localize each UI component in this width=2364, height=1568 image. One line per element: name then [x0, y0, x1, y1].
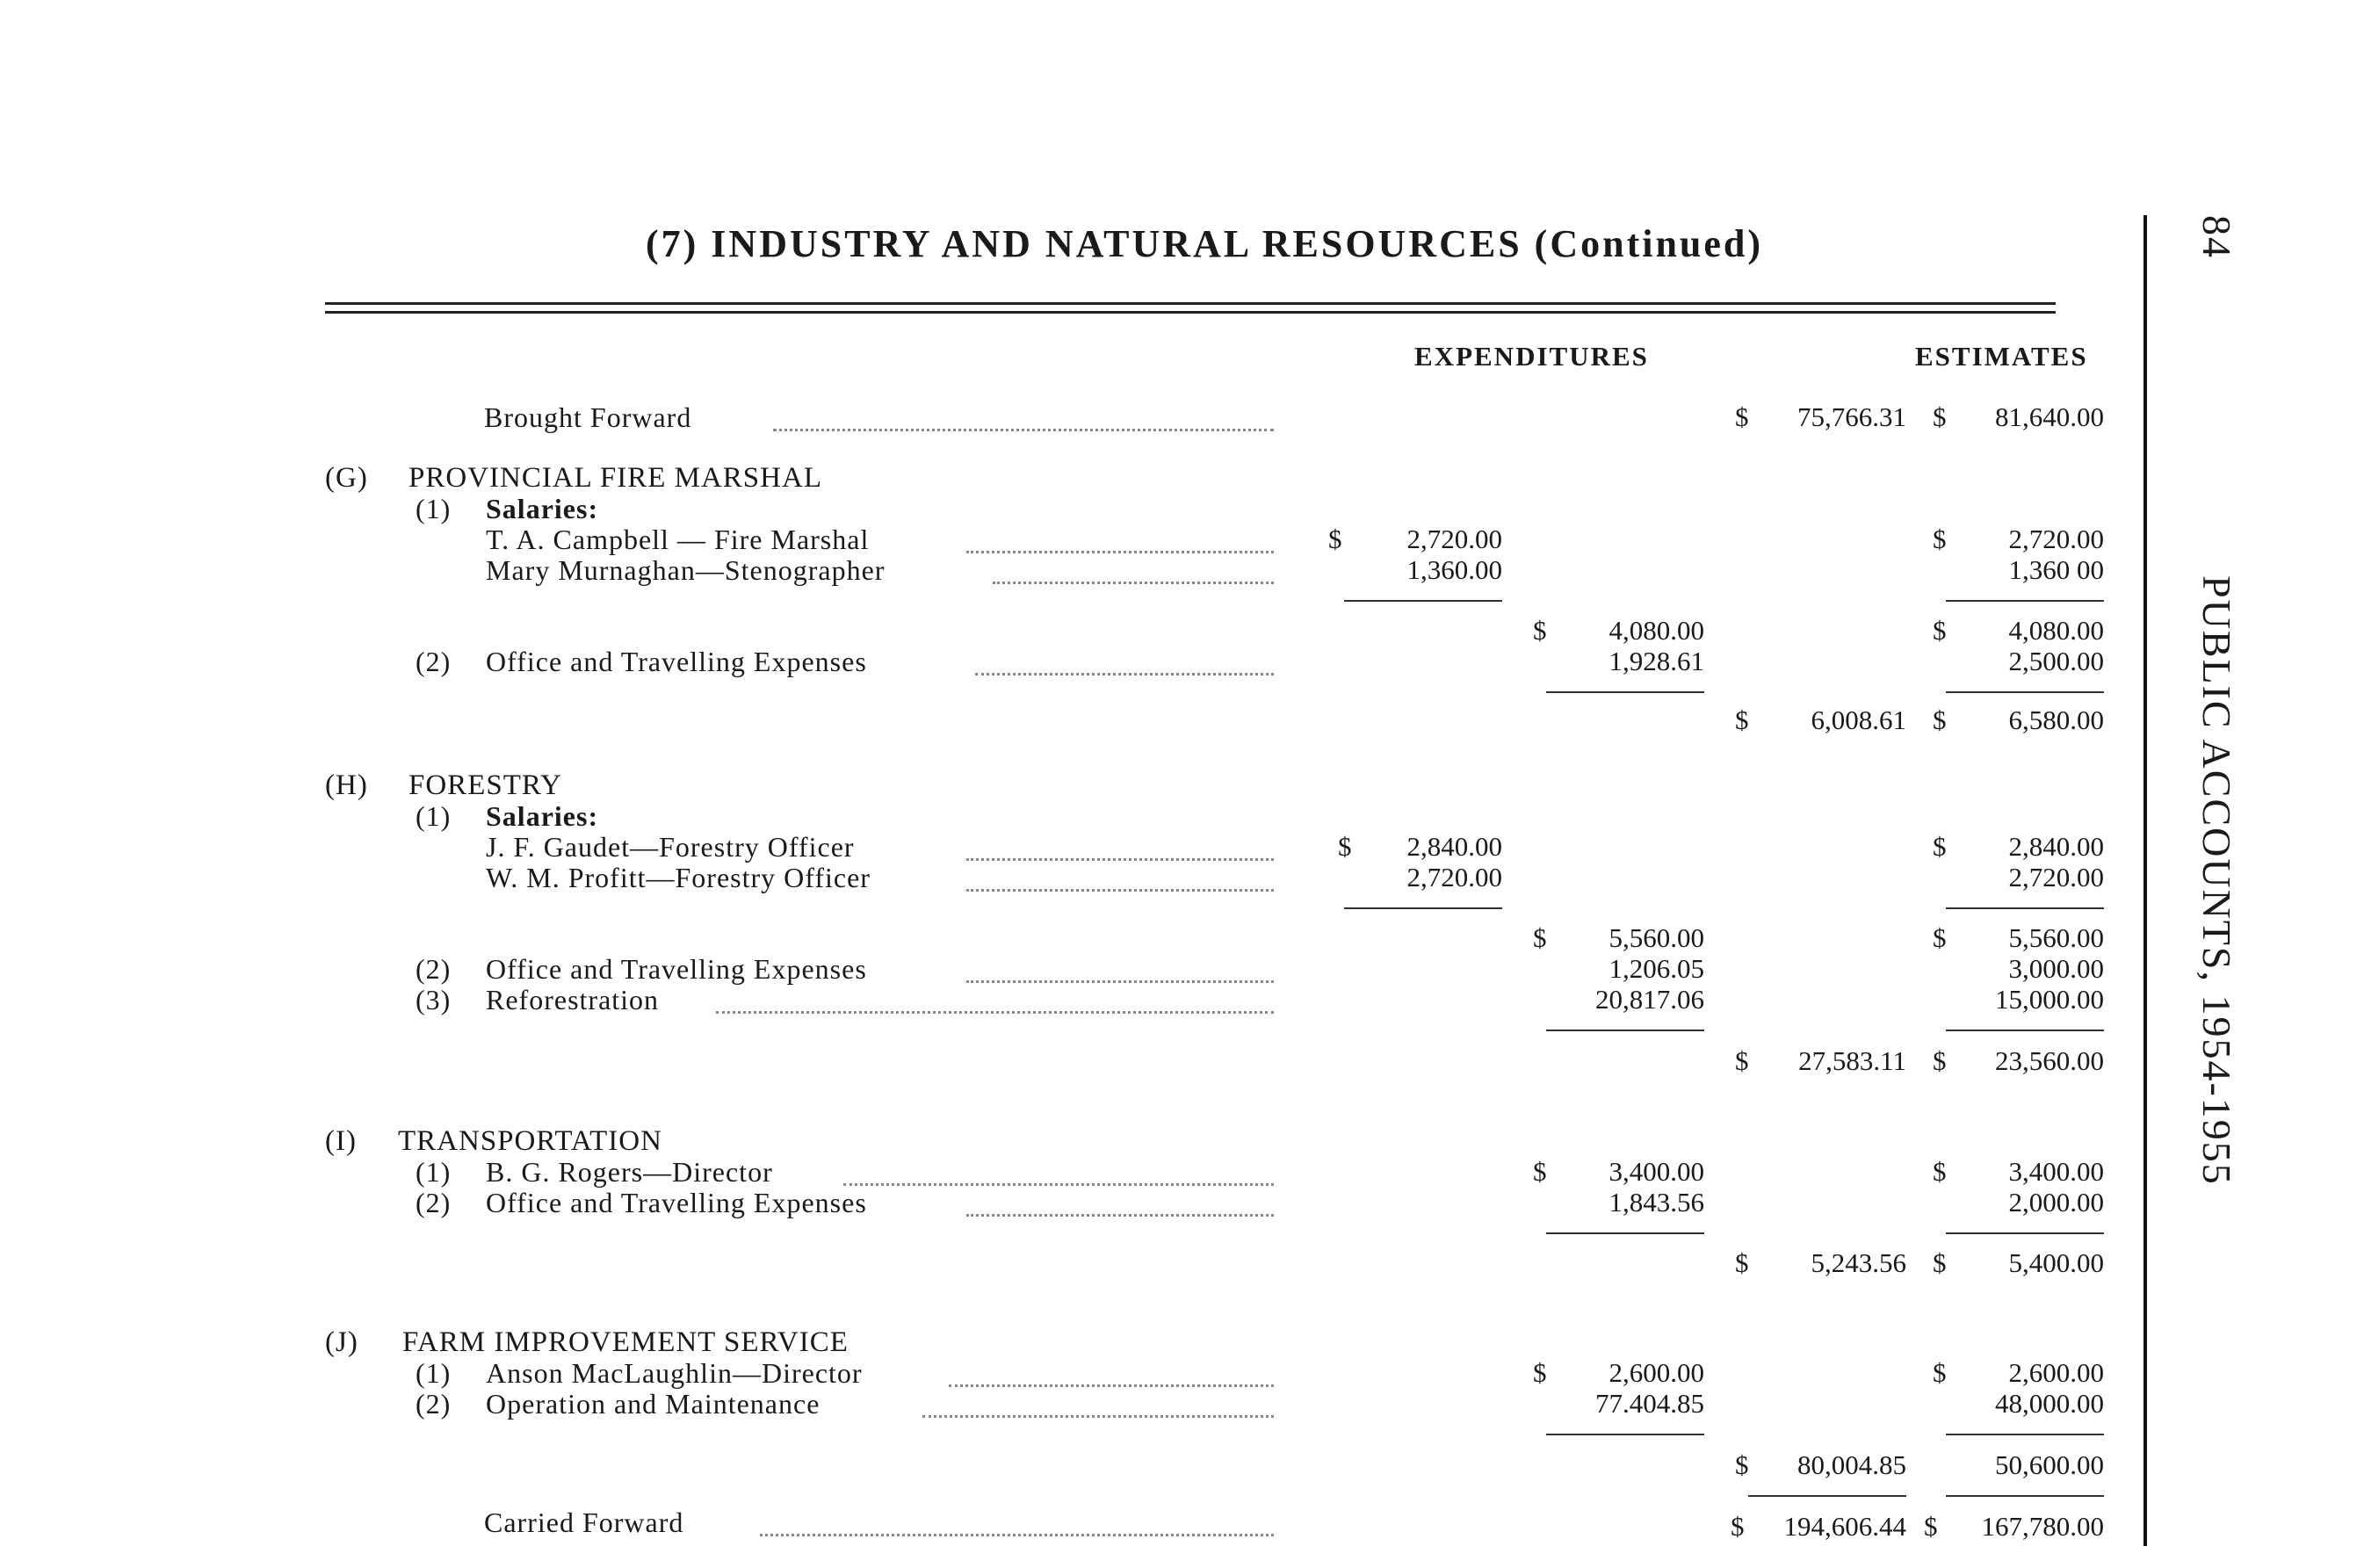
currency-sign: $ — [1933, 831, 1947, 862]
item-number: (1) — [416, 800, 452, 832]
subtotal-rule — [1344, 907, 1502, 909]
currency-sign: $ — [1735, 1247, 1749, 1278]
currency-sign: $ — [1533, 1357, 1547, 1388]
total-rule — [1546, 1232, 1704, 1234]
section-title: FARM IMPROVEMENT SERVICE — [402, 1326, 849, 1358]
section-estimate-total: 6,580.00 — [2008, 705, 2104, 735]
leader-dots — [922, 1415, 1274, 1418]
total-rule — [1546, 1434, 1704, 1435]
currency-sign: $ — [1731, 1511, 1745, 1542]
total-rule — [1946, 691, 2104, 693]
salaries-estimate-subtotal: 4,080.00 — [2008, 615, 2104, 646]
currency-sign: $ — [1338, 831, 1352, 862]
section-estimate-total: 50,600.00 — [1995, 1449, 2104, 1480]
currency-sign: $ — [1933, 615, 1947, 646]
running-title: PUBLIC ACCOUNTS, 1954-1955 — [2194, 575, 2239, 1186]
item-amount: 1,843.56 — [1609, 1187, 1704, 1218]
leader-dots — [716, 1011, 1274, 1014]
employee-name: J. F. Gaudet—Forestry Officer — [486, 831, 855, 863]
total-rule — [1546, 691, 1704, 693]
item-amount: 3,400.00 — [1609, 1156, 1704, 1187]
subtotal-rule — [1344, 600, 1502, 602]
salary-estimate: 2,840.00 — [2008, 831, 2104, 862]
salaries-subtotal: 5,560.00 — [1609, 922, 1704, 953]
currency-sign: $ — [1933, 1357, 1947, 1388]
item-amount: 1,928.61 — [1609, 646, 1704, 676]
salary-estimate: 2,720.00 — [2008, 862, 2104, 892]
currency-sign: $ — [1933, 524, 1947, 554]
item-number: (2) — [416, 1388, 452, 1420]
leader-dots — [975, 673, 1274, 676]
margin-rule — [2144, 215, 2147, 1546]
total-rule — [1546, 1030, 1704, 1031]
currency-sign: $ — [1328, 524, 1342, 554]
total-rule — [1946, 1434, 2104, 1435]
employee-name: T. A. Campbell — Fire Marshal — [486, 524, 870, 555]
item-name: Reforestration — [486, 984, 660, 1015]
header-rule-bottom — [325, 311, 2056, 314]
currency-sign: $ — [1735, 401, 1749, 432]
salaries-label: Salaries: — [486, 493, 599, 524]
section-title: PROVINCIAL FIRE MARSHAL — [408, 462, 822, 494]
section-total: 80,004.85 — [1797, 1449, 1906, 1480]
leader-dots — [843, 1183, 1274, 1186]
item-estimate: 2,000.00 — [2008, 1187, 2104, 1218]
item-name: B. G. Rogers—Director — [486, 1156, 773, 1188]
salary-estimate: 2,720.00 — [2008, 524, 2104, 554]
item-amount: 2,600.00 — [1609, 1357, 1704, 1388]
total-rule — [1748, 1495, 1906, 1497]
section-estimate-total: 23,560.00 — [1995, 1045, 2104, 1076]
subtotal-rule — [1946, 600, 2104, 602]
section-title: FORESTRY — [408, 770, 562, 801]
currency-sign: $ — [1533, 1156, 1547, 1187]
item-amount: 20,817.06 — [1595, 984, 1704, 1015]
item-number: (2) — [416, 1187, 452, 1218]
section-total: 5,243.56 — [1811, 1247, 1906, 1278]
section-title: TRANSPORTATION — [398, 1125, 662, 1157]
currency-sign: $ — [1533, 615, 1547, 646]
currency-sign: $ — [1933, 1247, 1947, 1278]
expenditures-header: EXPENDITURES — [1414, 341, 1649, 372]
subtotal-rule — [1946, 907, 2104, 909]
page-title: (7) INDUSTRY AND NATURAL RESOURCES (Continued) — [646, 222, 1764, 265]
salaries-label: Salaries: — [486, 800, 599, 832]
item-amount: 1,206.05 — [1609, 953, 1704, 984]
brought-forward-label: Brought Forward — [484, 401, 692, 433]
brought-forward-estimate: 81,640.00 — [1995, 401, 2104, 432]
leader-dots — [966, 551, 1274, 553]
currency-sign: $ — [1933, 1156, 1947, 1187]
item-name: Office and Travelling Expenses — [486, 953, 867, 985]
salary-amount: 1,360.00 — [1406, 554, 1502, 585]
carried-forward-expenditure: 194,606.44 — [1783, 1511, 1906, 1542]
section-letter: (I) — [325, 1125, 357, 1157]
item-amount: 77.404.85 — [1595, 1388, 1704, 1419]
item-name: Anson MacLaughlin—Director — [486, 1357, 863, 1389]
item-name: Office and Travelling Expenses — [486, 1187, 867, 1218]
item-name: Operation and Maintenance — [486, 1388, 821, 1420]
item-estimate: 3,400.00 — [2008, 1156, 2104, 1187]
carried-forward-estimate: 167,780.00 — [1981, 1511, 2104, 1542]
leader-dots — [773, 429, 1274, 431]
section-estimate-total: 5,400.00 — [2008, 1247, 2104, 1278]
section-letter: (G) — [325, 462, 368, 494]
currency-sign: $ — [1933, 401, 1947, 432]
total-rule — [1946, 1030, 2104, 1031]
salary-amount: 2,840.00 — [1406, 831, 1502, 862]
section-total: 27,583.11 — [1798, 1045, 1906, 1076]
item-estimate: 2,600.00 — [2008, 1357, 2104, 1388]
currency-sign: $ — [1933, 1045, 1947, 1076]
currency-sign: $ — [1735, 1045, 1749, 1076]
currency-sign: $ — [1533, 922, 1547, 953]
salaries-estimate-subtotal: 5,560.00 — [2008, 922, 2104, 953]
item-number: (1) — [416, 1156, 452, 1188]
total-rule — [1946, 1495, 2104, 1497]
leader-dots — [966, 1214, 1274, 1217]
salary-amount: 2,720.00 — [1406, 524, 1502, 554]
total-rule — [1946, 1232, 2104, 1234]
item-number: (1) — [416, 1357, 452, 1389]
currency-sign: $ — [1933, 922, 1947, 953]
currency-sign: $ — [1924, 1511, 1938, 1542]
item-number: (3) — [416, 984, 452, 1015]
item-estimate: 3,000.00 — [2008, 953, 2104, 984]
currency-sign: $ — [1933, 705, 1947, 735]
currency-sign: $ — [1735, 1449, 1749, 1480]
item-estimate: 48,000.00 — [1995, 1388, 2104, 1419]
section-letter: (J) — [325, 1326, 358, 1358]
leader-dots — [966, 889, 1274, 892]
leader-dots — [993, 582, 1274, 584]
item-number: (2) — [416, 646, 452, 677]
employee-name: W. M. Profitt—Forestry Officer — [486, 862, 871, 893]
estimates-header: ESTIMATES — [1915, 341, 2088, 372]
side-running-head — [2161, 215, 2240, 1546]
leader-dots — [966, 858, 1274, 861]
item-number: (2) — [416, 953, 452, 985]
item-estimate: 2,500.00 — [2008, 646, 2104, 676]
item-name: Office and Travelling Expenses — [486, 646, 867, 677]
page-number: 84 — [2194, 215, 2239, 259]
section-letter: (H) — [325, 770, 368, 801]
leader-dots — [760, 1534, 1274, 1536]
header-rule-top — [325, 302, 2056, 305]
salaries-subtotal: 4,080.00 — [1609, 615, 1704, 646]
carried-forward-label: Carried Forward — [484, 1507, 684, 1538]
item-estimate: 15,000.00 — [1995, 984, 2104, 1015]
item-number: (1) — [416, 493, 452, 524]
leader-dots — [966, 980, 1274, 983]
brought-forward-expenditure: 75,766.31 — [1797, 401, 1906, 432]
employee-name: Mary Murnaghan—Stenographer — [486, 554, 886, 586]
currency-sign: $ — [1735, 705, 1749, 735]
salary-estimate: 1,360 00 — [2008, 554, 2104, 585]
section-total: 6,008.61 — [1811, 705, 1906, 735]
leader-dots — [949, 1384, 1274, 1387]
salary-amount: 2,720.00 — [1406, 862, 1502, 892]
